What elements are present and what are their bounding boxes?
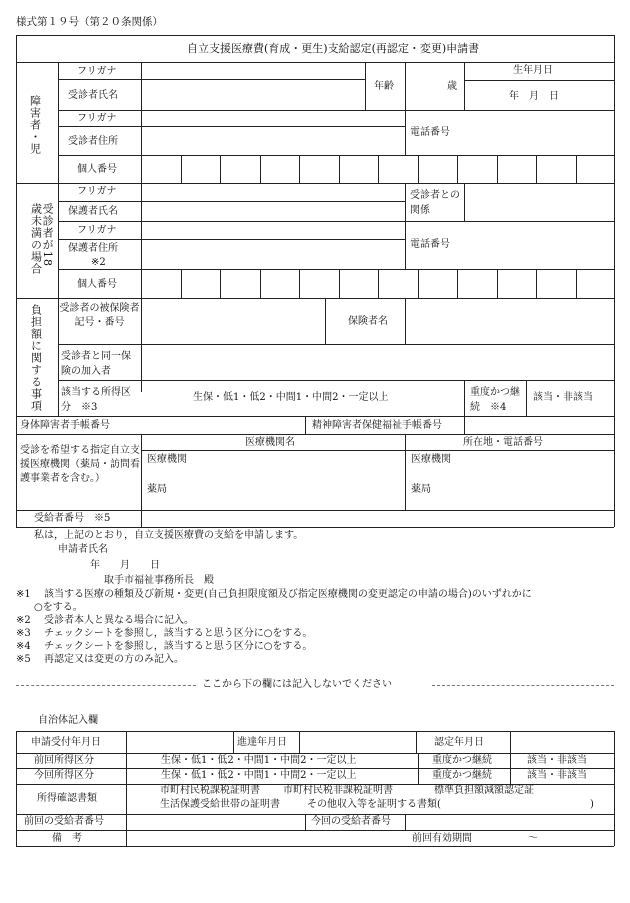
patient-address-field[interactable]	[142, 127, 404, 154]
income-docs-label: 所得確認書類	[37, 793, 97, 804]
curr-income-label: 今回所得区分	[34, 770, 94, 781]
note-text: ○をする。	[34, 602, 83, 613]
guardian-name-field[interactable]	[142, 202, 404, 220]
birth-date-field[interactable]	[465, 81, 613, 109]
patient-section-label: 障害者・児	[28, 95, 42, 155]
guardian-address-furigana-label: フリガナ	[77, 225, 117, 236]
guardian-phone-label: 電話番号	[410, 239, 450, 250]
separator-line-left	[16, 685, 196, 686]
birth-date-format: 年 月 日	[509, 91, 559, 102]
income-class-label: 該当する所得区分 ※3	[61, 387, 131, 413]
age-field[interactable]	[406, 63, 463, 109]
doc-reduction-certificate[interactable]: 標準負担額減額認定証	[434, 785, 534, 796]
remarks-label: 備 考	[52, 833, 82, 844]
note-text: 再認定又は変更の方のみ記入。	[44, 654, 184, 665]
patient-phone-field[interactable]	[465, 111, 613, 154]
physical-handbook-label: 身体障害者手帳番号	[20, 420, 110, 431]
declaration-statement: 私は，上記のとおり，自立支援医療費の支給を申請します。	[34, 530, 304, 541]
mental-handbook-field[interactable]	[465, 417, 613, 433]
patient-address-furigana-label: フリガナ	[77, 113, 117, 124]
sent-date-label: 進達年月日	[237, 737, 287, 748]
guardian-my-number-label: 個人番号	[77, 279, 117, 290]
heavy-continuing-options[interactable]: 該当・非該当	[533, 392, 593, 403]
curr-heavy-label: 重度かつ継続	[432, 770, 492, 781]
prev-heavy-label: 重度かつ継続	[432, 755, 492, 766]
note-mark: ※1	[16, 589, 31, 600]
addressee: 取手市福祉事務所長 殿	[104, 575, 214, 586]
prev-income-label: 前回所得区分	[34, 755, 94, 766]
received-date-field[interactable]	[127, 732, 232, 752]
separator-text: ここから下の欄には記入しないでください	[202, 679, 392, 690]
patient-name-field[interactable]	[142, 80, 364, 109]
recipient-number-field[interactable]	[142, 511, 613, 526]
prev-income-options[interactable]: 生保・低1・低2・中間1・中間2・一定以上	[161, 755, 357, 766]
hospital-label: 医療機関	[147, 454, 187, 465]
prev-heavy-options[interactable]: 該当・非該当	[527, 755, 587, 766]
institution-name-header: 医療機関名	[245, 437, 295, 448]
heavy-continuing-label: 重度かつ継続 ※4	[470, 387, 520, 413]
patient-name-label: 受診者氏名	[68, 90, 118, 101]
doc-other-close: )	[590, 799, 594, 810]
birth-date-label: 生年月日	[513, 65, 553, 76]
age-label: 年齢	[374, 81, 394, 92]
approved-date-field[interactable]	[511, 732, 613, 752]
patient-my-number-label: 個人番号	[77, 164, 117, 175]
separator-line-right	[432, 685, 614, 686]
applicant-name-field[interactable]	[120, 542, 340, 556]
patient-furigana-label: フリガナ	[77, 66, 117, 77]
hospital-name-field[interactable]	[142, 451, 404, 479]
curr-number-label: 今回の受給者番号	[311, 816, 391, 827]
guardian-name-label: 保護者氏名	[68, 206, 118, 217]
insured-number-label: 受診者の被保険者記号・番号	[59, 303, 140, 328]
doc-welfare-certificate[interactable]: 生活保護受給世帯の証明書	[160, 799, 280, 810]
period-separator: ～	[528, 833, 538, 844]
curr-number-field[interactable]	[406, 815, 613, 829]
approved-date-label: 認定年月日	[434, 737, 484, 748]
institution-address-header: 所在地・電話番号	[463, 437, 543, 448]
prev-number-field[interactable]	[127, 815, 304, 829]
patient-my-number-field[interactable]	[142, 156, 613, 182]
guardian-furigana-label: フリガナ	[77, 186, 117, 197]
same-insurance-label: 受診者と同一保険の加入者	[61, 351, 131, 377]
patient-address-label: 受診者住所	[68, 136, 118, 147]
doc-other[interactable]: その他収入等を証明する書類(	[307, 799, 441, 810]
insurer-label: 保険者名	[348, 316, 388, 327]
income-class-options[interactable]: 生保・低1・低2・中間1・中間2・一定以上	[193, 392, 389, 403]
note-mark: ※4	[16, 641, 31, 652]
note-text: 該当する医療の種類及び新規・変更(自己負担限度額及び指定医療機関の変更認定の申請の場合)のいずれかに	[44, 589, 532, 600]
prev-period-label: 前回有効期間	[412, 833, 472, 844]
note-mark: ※3	[16, 628, 31, 639]
guardian-phone-field[interactable]	[406, 222, 613, 268]
pharmacy-address-label: 薬局	[411, 484, 431, 495]
minor-section-label: 受診者が18歳未満の場合	[29, 203, 55, 275]
guardian-address-field[interactable]	[142, 240, 404, 268]
note-ref-2: ※2	[91, 257, 106, 268]
note-text: チェックシートを参照し，該当すると思う区分に○をする。	[44, 628, 313, 639]
pharmacy-address-field[interactable]	[406, 480, 613, 509]
guardian-address-label: 保護者住所	[68, 243, 118, 254]
hospital-address-field[interactable]	[406, 451, 613, 479]
sent-date-field[interactable]	[300, 732, 415, 752]
pharmacy-name-field[interactable]	[142, 480, 404, 509]
physical-handbook-field[interactable]	[160, 417, 304, 433]
curr-income-options[interactable]: 生保・低1・低2・中間1・中間2・一定以上	[161, 770, 357, 781]
insurer-field[interactable]	[406, 299, 613, 343]
remarks-field[interactable]	[127, 831, 407, 845]
burden-section-label: 負担額に関する事項	[29, 304, 43, 412]
prev-number-label: 前回の受給者番号	[24, 816, 104, 827]
patient-phone-label: 電話番号	[410, 127, 450, 138]
form-title: 自立支援医療費(育成・更生)支給認定(再認定・変更)申請書	[187, 42, 480, 55]
application-date: 年 月 日	[90, 560, 160, 571]
note-mark: ※5	[16, 654, 31, 665]
note-text: 受診者本人と異なる場合に記入。	[44, 615, 194, 626]
hospital-address-label: 医療機関	[411, 454, 451, 465]
relation-label: 受診者との関係	[410, 190, 460, 216]
recipient-number-label: 受給者番号 ※5	[34, 513, 111, 524]
form-number: 様式第１９号（第２０条関係）	[16, 16, 163, 28]
curr-heavy-options[interactable]: 該当・非該当	[527, 770, 587, 781]
note-mark: ※2	[16, 615, 31, 626]
pharmacy-label: 薬局	[147, 484, 167, 495]
applicant-name-label: 申請者氏名	[58, 544, 108, 555]
same-insurance-field[interactable]	[142, 345, 613, 379]
note-text: チェックシートを参照し，該当すると思う区分に○をする。	[44, 641, 313, 652]
age-unit: 歳	[447, 81, 457, 92]
mental-handbook-label: 精神障害者保健福祉手帳番号	[312, 420, 442, 431]
relation-field[interactable]	[465, 184, 613, 220]
institution-label: 受診を希望する指定自立支援医療機関（薬局・訪問看護事業者を含む。）	[20, 445, 140, 484]
insured-number-field[interactable]	[142, 299, 324, 343]
doc-nontax-certificate[interactable]: 市町村民税非課税証明書	[283, 785, 393, 796]
guardian-my-number-field[interactable]	[142, 270, 613, 297]
doc-tax-certificate[interactable]: 市町村民税課税証明書	[160, 785, 260, 796]
office-heading: 自治体記入欄	[38, 715, 98, 726]
received-date-label: 申請受付年月日	[31, 737, 101, 748]
